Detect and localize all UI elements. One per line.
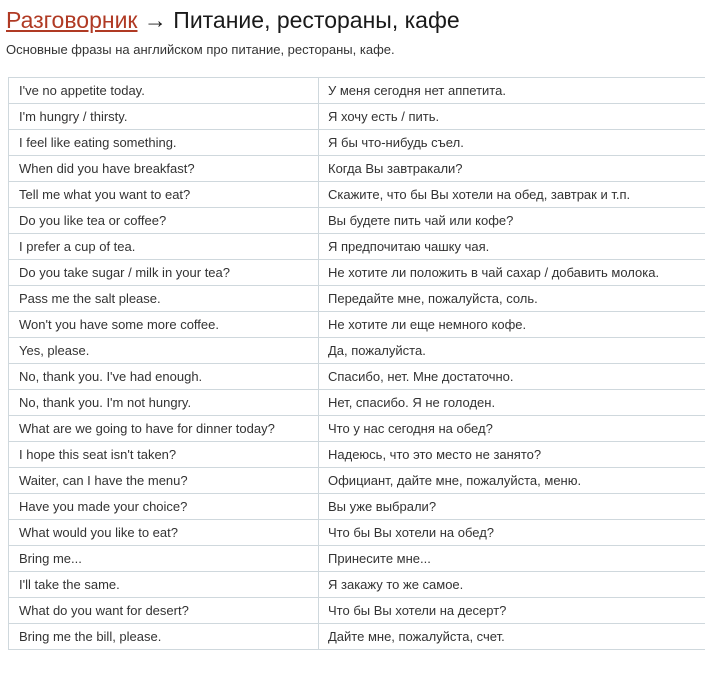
russian-translation-cell: Я предпочитаю чашку чая. xyxy=(319,234,705,260)
english-phrase-cell: I prefer a cup of tea. xyxy=(9,234,319,260)
english-phrase-cell: No, thank you. I'm not hungry. xyxy=(9,390,319,416)
english-phrase-cell: Waiter, can I have the menu? xyxy=(9,468,319,494)
table-row xyxy=(9,286,705,312)
page-subtitle: Основные фразы на английском про питание, рестораны, кафе. xyxy=(6,42,395,57)
table-row xyxy=(9,234,705,260)
table-row xyxy=(9,598,705,624)
english-phrase-cell: Bring me... xyxy=(9,546,319,572)
russian-translation-cell: Надеюсь, что это место не занято? xyxy=(319,442,705,468)
russian-translation-cell: Что бы Вы хотели на обед? xyxy=(319,520,705,546)
english-phrase-cell: Do you like tea or coffee? xyxy=(9,208,319,234)
russian-translation-cell: Что бы Вы хотели на десерт? xyxy=(319,598,705,624)
russian-translation-cell: Я закажу то же самое. xyxy=(319,572,705,598)
english-phrase-cell: Tell me what you want to eat? xyxy=(9,182,319,208)
table-row xyxy=(9,442,705,468)
breadcrumb-phrasebook-link[interactable]: Разговорник xyxy=(6,7,138,33)
english-phrase-cell: I feel like eating something. xyxy=(9,130,319,156)
russian-translation-cell: Что у нас сегодня на обед? xyxy=(319,416,705,442)
russian-translation-cell: Передайте мне, пожалуйста, соль. xyxy=(319,286,705,312)
english-phrase-cell: I've no appetite today. xyxy=(9,78,319,104)
russian-translation-cell: Да, пожалуйста. xyxy=(319,338,705,364)
english-phrase-cell: When did you have breakfast? xyxy=(9,156,319,182)
english-phrase-cell: What would you like to eat? xyxy=(9,520,319,546)
english-phrase-cell: Yes, please. xyxy=(9,338,319,364)
russian-translation-cell: Вы будете пить чай или кофе? xyxy=(319,208,705,234)
table-row xyxy=(9,624,705,650)
english-phrase-cell: Do you take sugar / milk in your tea? xyxy=(9,260,319,286)
table-row xyxy=(9,130,705,156)
russian-translation-cell: Дайте мне, пожалуйста, счет. xyxy=(319,624,705,650)
russian-translation-cell: Спасибо, нет. Мне достаточно. xyxy=(319,364,705,390)
russian-translation-cell: Принесите мне... xyxy=(319,546,705,572)
russian-translation-cell: Скажите, что бы Вы хотели на обед, завтрак и т.п. xyxy=(319,182,705,208)
russian-translation-cell: Я хочу есть / пить. xyxy=(319,104,705,130)
english-phrase-cell: What are we going to have for dinner today? xyxy=(9,416,319,442)
table-row xyxy=(9,104,705,130)
arrow-icon: → xyxy=(143,7,167,33)
russian-translation-cell: Я бы что-нибудь съел. xyxy=(319,130,705,156)
table-row xyxy=(9,78,705,104)
table-row xyxy=(9,260,705,286)
table-row xyxy=(9,520,705,546)
english-phrase-cell: I'll take the same. xyxy=(9,572,319,598)
table-row xyxy=(9,572,705,598)
table-row xyxy=(9,208,705,234)
table-row xyxy=(9,416,705,442)
table-row xyxy=(9,468,705,494)
english-phrase-cell: Won't you have some more coffee. xyxy=(9,312,319,338)
russian-translation-cell: Когда Вы завтракали? xyxy=(319,156,705,182)
phrases-table xyxy=(8,77,705,650)
russian-translation-cell: Вы уже выбрали? xyxy=(319,494,705,520)
page-title-text: Питание, рестораны, кафе xyxy=(173,7,460,33)
table-row xyxy=(9,390,705,416)
english-phrase-cell: I'm hungry / thirsty. xyxy=(9,104,319,130)
page-title xyxy=(6,5,460,35)
russian-translation-cell: У меня сегодня нет аппетита. xyxy=(319,78,705,104)
english-phrase-cell: Bring me the bill, please. xyxy=(9,624,319,650)
russian-translation-cell: Официант, дайте мне, пожалуйста, меню. xyxy=(319,468,705,494)
table-row xyxy=(9,494,705,520)
table-row xyxy=(9,546,705,572)
table-row xyxy=(9,312,705,338)
russian-translation-cell: Нет, спасибо. Я не голоден. xyxy=(319,390,705,416)
table-row xyxy=(9,156,705,182)
english-phrase-cell: Have you made your choice? xyxy=(9,494,319,520)
table-row xyxy=(9,364,705,390)
english-phrase-cell: What do you want for desert? xyxy=(9,598,319,624)
russian-translation-cell: Не хотите ли положить в чай сахар / добавить молока. xyxy=(319,260,705,286)
english-phrase-cell: Pass me the salt please. xyxy=(9,286,319,312)
table-row xyxy=(9,338,705,364)
table-row xyxy=(9,182,705,208)
english-phrase-cell: No, thank you. I've had enough. xyxy=(9,364,319,390)
english-phrase-cell: I hope this seat isn't taken? xyxy=(9,442,319,468)
russian-translation-cell: Не хотите ли еще немного кофе. xyxy=(319,312,705,338)
